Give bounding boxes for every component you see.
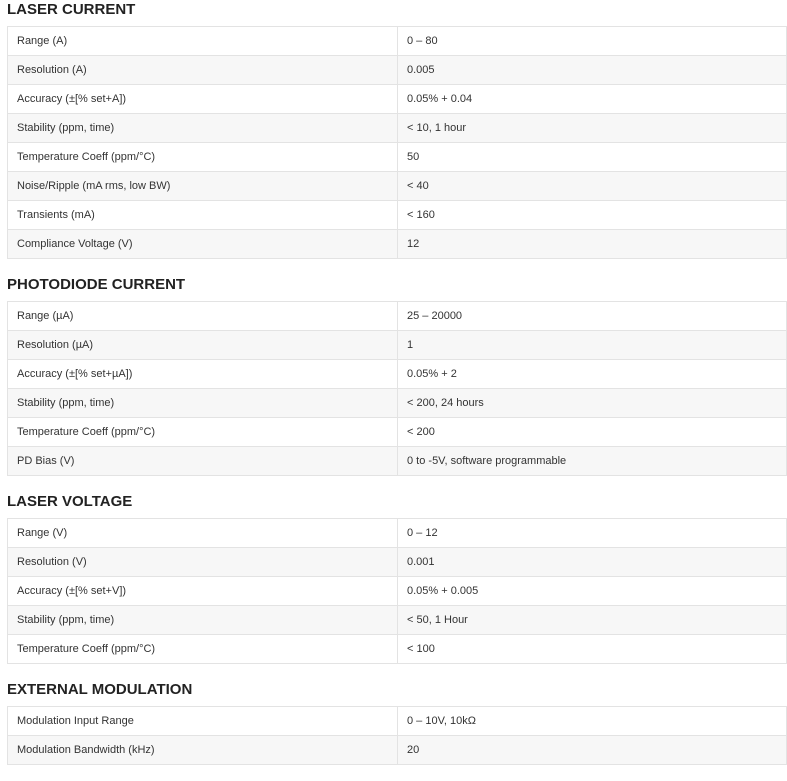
spec-value: 0 – 80 bbox=[398, 27, 787, 56]
spec-value: 0 – 12 bbox=[398, 519, 787, 548]
spec-label: Temperature Coeff (ppm/°C) bbox=[8, 635, 398, 664]
table-row bbox=[8, 27, 787, 56]
spec-value: 25 – 20000 bbox=[398, 302, 787, 331]
table-row bbox=[8, 56, 787, 85]
spec-value: < 160 bbox=[398, 201, 787, 230]
spec-value: 12 bbox=[398, 230, 787, 259]
table-row bbox=[8, 302, 787, 331]
spec-label: Stability (ppm, time) bbox=[8, 389, 398, 418]
table-row bbox=[8, 143, 787, 172]
section-photodiode-current bbox=[0, 275, 787, 492]
section-title: EXTERNAL MODULATION bbox=[7, 681, 193, 698]
section-title: PHOTODIODE CURRENT bbox=[7, 276, 186, 293]
spec-value: < 200, 24 hours bbox=[398, 389, 787, 418]
spec-label: Compliance Voltage (V) bbox=[8, 230, 398, 259]
spec-value: 0.001 bbox=[398, 548, 787, 577]
table-row bbox=[8, 201, 787, 230]
spec-value: 0.005 bbox=[398, 56, 787, 85]
section-external-modulation bbox=[0, 680, 787, 765]
spec-value: 50 bbox=[398, 143, 787, 172]
table-row bbox=[8, 577, 787, 606]
spec-label: Stability (ppm, time) bbox=[8, 114, 398, 143]
table-row bbox=[8, 606, 787, 635]
spec-label: Transients (mA) bbox=[8, 201, 398, 230]
section-title: LASER VOLTAGE bbox=[7, 493, 133, 510]
spec-value: 1 bbox=[398, 331, 787, 360]
spec-value: < 10, 1 hour bbox=[398, 114, 787, 143]
spec-table bbox=[7, 26, 787, 259]
spec-value: < 100 bbox=[398, 635, 787, 664]
table-row bbox=[8, 418, 787, 447]
spec-label: Resolution (A) bbox=[8, 56, 398, 85]
spec-value: 0.05% + 0.04 bbox=[398, 85, 787, 114]
table-row bbox=[8, 172, 787, 201]
spec-label: Modulation Bandwidth (kHz) bbox=[8, 736, 398, 765]
spec-label: Accuracy (±[% set+V]) bbox=[8, 577, 398, 606]
section-laser-current bbox=[0, 0, 787, 275]
spec-value: 0 to -5V, software programmable bbox=[398, 447, 787, 476]
spec-table bbox=[7, 518, 787, 664]
table-row bbox=[8, 635, 787, 664]
spec-value: < 40 bbox=[398, 172, 787, 201]
table-row bbox=[8, 85, 787, 114]
section-laser-voltage bbox=[0, 492, 787, 680]
spec-value: 0 – 10V, 10kΩ bbox=[398, 707, 787, 736]
spec-label: Range (µA) bbox=[8, 302, 398, 331]
spec-value: < 200 bbox=[398, 418, 787, 447]
spec-table bbox=[7, 706, 787, 765]
spec-label: Range (A) bbox=[8, 27, 398, 56]
spec-value: 0.05% + 0.005 bbox=[398, 577, 787, 606]
spec-label: Accuracy (±[% set+A]) bbox=[8, 85, 398, 114]
spec-value: 0.05% + 2 bbox=[398, 360, 787, 389]
table-row bbox=[8, 360, 787, 389]
table-row bbox=[8, 548, 787, 577]
spec-label: PD Bias (V) bbox=[8, 447, 398, 476]
table-row bbox=[8, 736, 787, 765]
section-title: LASER CURRENT bbox=[7, 1, 136, 18]
spec-label: Resolution (V) bbox=[8, 548, 398, 577]
spec-label: Accuracy (±[% set+µA]) bbox=[8, 360, 398, 389]
spec-label: Temperature Coeff (ppm/°C) bbox=[8, 143, 398, 172]
spec-table bbox=[7, 301, 787, 476]
spec-label: Modulation Input Range bbox=[8, 707, 398, 736]
table-row bbox=[8, 230, 787, 259]
spec-value: < 50, 1 Hour bbox=[398, 606, 787, 635]
spec-label: Range (V) bbox=[8, 519, 398, 548]
spec-label: Temperature Coeff (ppm/°C) bbox=[8, 418, 398, 447]
table-row bbox=[8, 331, 787, 360]
spec-label: Noise/Ripple (mA rms, low BW) bbox=[8, 172, 398, 201]
spec-label: Stability (ppm, time) bbox=[8, 606, 398, 635]
table-row bbox=[8, 707, 787, 736]
spec-label: Resolution (µA) bbox=[8, 331, 398, 360]
table-row bbox=[8, 389, 787, 418]
table-row bbox=[8, 447, 787, 476]
table-row bbox=[8, 114, 787, 143]
spec-value: 20 bbox=[398, 736, 787, 765]
table-row bbox=[8, 519, 787, 548]
